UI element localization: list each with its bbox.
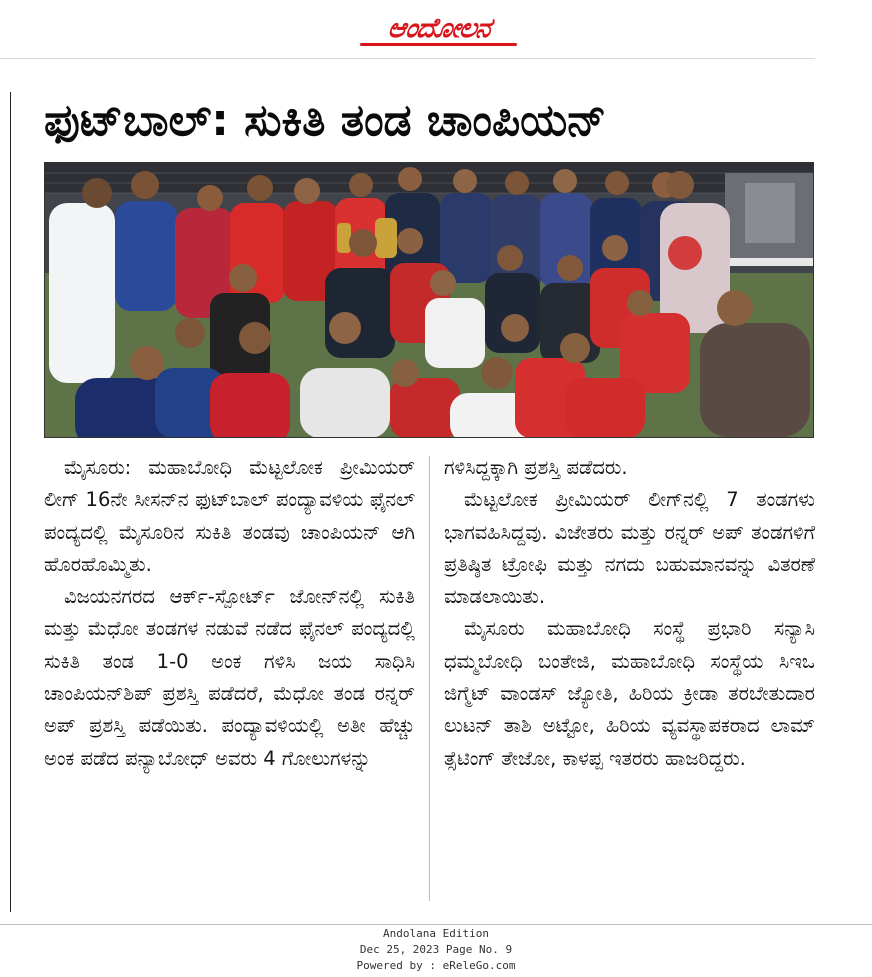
article-paragraph: ಮೈಸೂರು ಮಹಾಬೋಧಿ ಸಂಸ್ಥೆ ಪ್ರಭಾರಿ ಸನ್ಯಾಸಿ ಧಮ್ಮಬೋಧಿ ಬಂತೇಜಿ, ಮಹಾಬೋಧಿ ಸಂಸ್ಥೆಯ ಸಿಇಒ ಜಿಗ್ಮೆಟ್ ವಾಂಡಸ್ ಜ್ಯೋತಿ, ಹಿರಿಯ ಕ್ರೀಡಾ ತರಬೇತುದಾರ ಲುಟನ್ ತಾಶಿ ಅಟ್ಟೋ, ಹಿರಿಯ ವ್ಯವಸ್ಥಾಪಕರಾದ ಲಾಮ್ ತ್ಸೆಟಿಂಗ್ ತೇಜೋ, ಕಾಳಪ್ಪ ಇತರರು ಹಾಜರಿದ್ದರು. bbox=[444, 617, 815, 770]
page-footer bbox=[0, 926, 872, 974]
article-paragraph: ವಿಜಯನಗರದ ಆರ್ಕ್-ಸ್ಪೋರ್ಟ್ ಜೋನ್‌ನಲ್ಲಿ ಸುಕಿತಿ ಮತ್ತು ಮೆಧೋ ತಂಡಗಳ ನಡುವೆ ನಡೆದ ಫೈನಲ್ ಪಂದ್ಯದಲ್ಲಿ ಸುಕಿತಿ ತಂಡ 1-0 ಅಂಕ ಗಳಿಸಿ ಜಯ ಸಾಧಿಸಿ ಚಾಂಪಿಯನ್‌ಶಿಪ್ ಪ್ರಶಸ್ತಿ ಪಡೆದರೆ, ಮೆಧೋ ತಂಡ ರನ್ನರ್ ಅಪ್ ಪ್ರಶಸ್ತಿ ಪಡೆಯಿತು. ಪಂದ್ಯಾವಳಿಯಲ್ಲಿ ಅತೀ ಹೆಚ್ಚು ಅಂಕ ಪಡೆದ ಪನ್ಯಾಬೋಧ್ ಅವರು 4 ಗೋಲುಗಳನ್ನು bbox=[44, 585, 415, 770]
article-paragraph: ಮೆಟ್ಟಲೋಕ ಪ್ರೀಮಿಯರ್ ಲೀಗ್‌ನಲ್ಲಿ 7 ತಂಡಗಳು ಭಾಗವಹಿಸಿದ್ದವು. ವಿಜೇತರು ಮತ್ತು ರನ್ನರ್ ಅಪ್ ತಂಡಗಳಿಗೆ ಪ್ರತಿಷ್ಠಿತ ಟ್ರೋಫಿ ಮತ್ತು ನಗದು ಬಹುಮಾನವನ್ನು ವಿತರಣೆ ಮಾಡಲಾಯಿತು. bbox=[444, 488, 815, 609]
date-page-label: Dec 25, 2023 Page No. 9 bbox=[359, 943, 513, 956]
logo-text: ಆಂದೋಲನ bbox=[385, 12, 492, 44]
article-paragraph-continuation: ಗಳಿಸಿದ್ದಕ್ಕಾಗಿ ಪ್ರಶಸ್ತಿ ಪಡೆದರು. bbox=[444, 456, 628, 479]
newspaper-logo[interactable] bbox=[356, 6, 521, 50]
powered-by-link[interactable]: Powered by : eReleGo.com bbox=[356, 959, 516, 972]
column-divider bbox=[429, 456, 430, 901]
edition-label: Andolana Edition bbox=[383, 927, 489, 940]
masthead bbox=[0, 0, 815, 59]
article-body bbox=[44, 452, 814, 912]
logo-swoosh bbox=[360, 43, 517, 46]
page-margin-rule bbox=[10, 92, 11, 912]
article-headline: ಫುಟ್‌ಬಾಲ್: ಸುಕಿತಿ ತಂಡ ಚಾಂಪಿಯನ್ bbox=[44, 95, 607, 146]
team-group-photo[interactable] bbox=[44, 162, 814, 438]
photo-illustration bbox=[45, 163, 813, 437]
article-paragraph: ಮೈಸೂರು: ಮಹಾಬೋಧಿ ಮೆಟ್ಟಲೋಕ ಪ್ರೀಮಿಯರ್ ಲೀಗ್ 16ನೇ ಸೀಸನ್‌ನ ಫುಟ್‌ಬಾಲ್ ಪಂದ್ಯಾವಳಿಯ ಫೈನಲ್ ಪಂದ್ಯದಲ್ಲಿ ಮೈಸೂರಿನ ಸುಕಿತಿ ತಂಡವು ಚಾಂಪಿಯನ್ ಆಗಿ ಹೊರಹೊಮ್ಮಿತು. bbox=[44, 456, 415, 576]
article-column-left bbox=[44, 452, 415, 775]
footer-divider bbox=[0, 924, 872, 925]
article-column-right bbox=[444, 452, 815, 775]
